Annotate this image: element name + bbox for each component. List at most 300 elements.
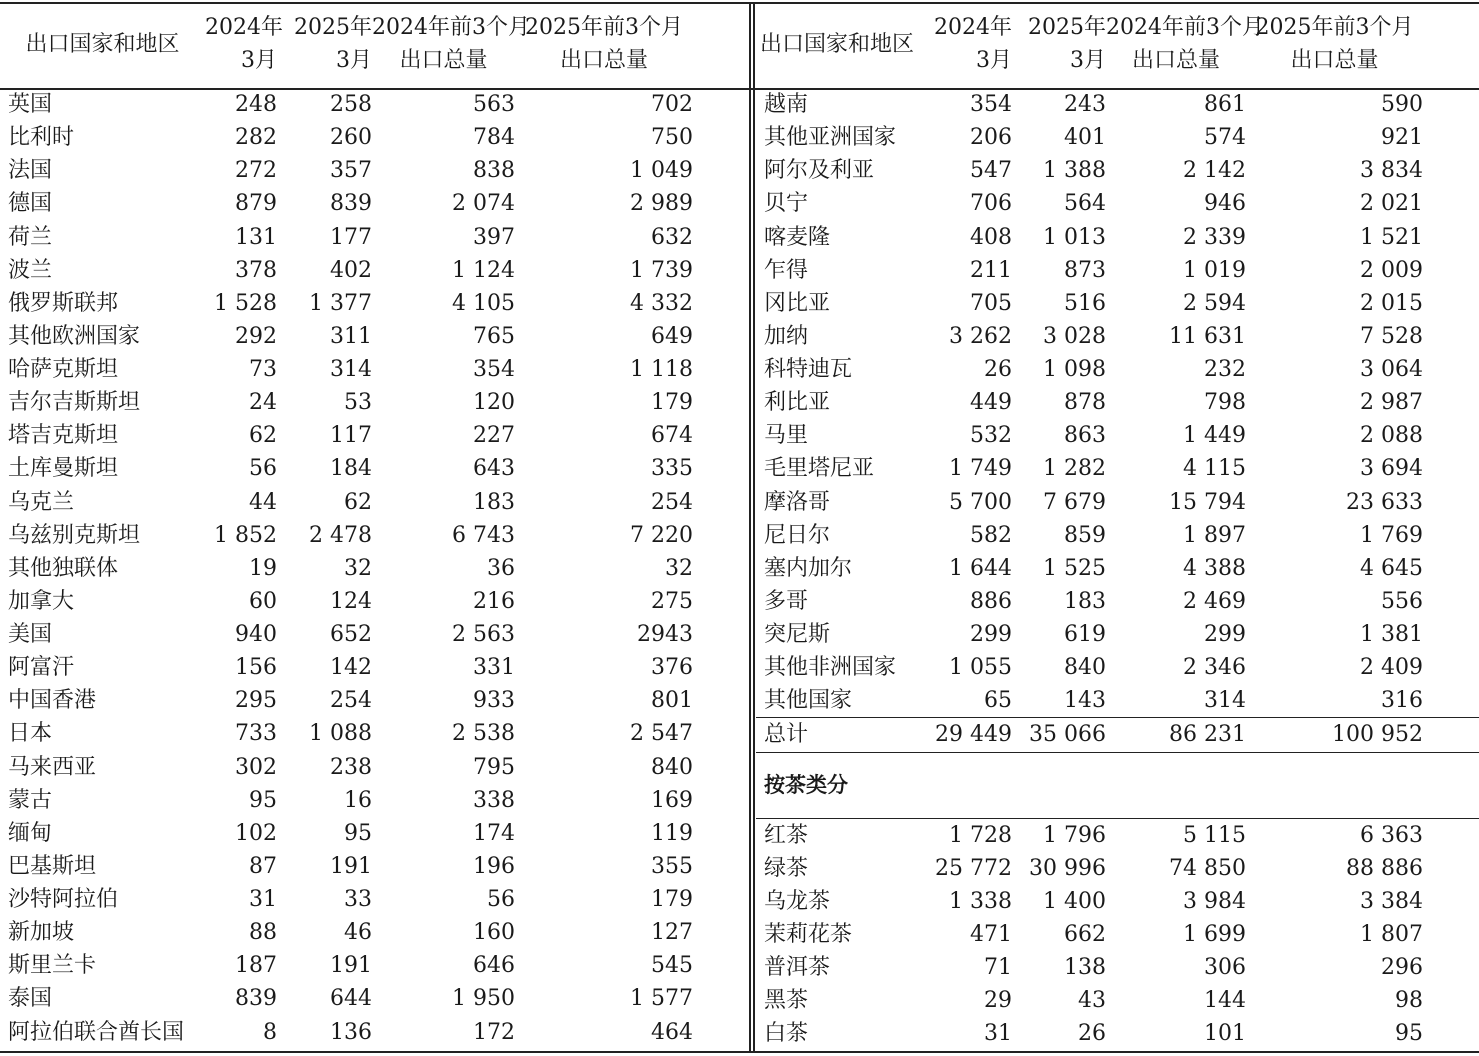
q2024-cell: 299 [1204, 622, 1246, 648]
q2025-cell: 921 [1381, 125, 1423, 151]
row-spacer [693, 552, 750, 585]
table-row [0, 850, 750, 883]
mar2024-cell: 19 [249, 555, 277, 581]
q2025-cell: 702 [651, 92, 693, 118]
q2025-cell: 2 989 [630, 191, 693, 217]
mar2024-cell: 733 [235, 721, 277, 747]
q2025-cell: 2 547 [630, 721, 693, 747]
center-divider-2 [753, 2, 755, 1053]
mar2024-cell: 31 [984, 1021, 1012, 1047]
header-q2025-line2: 出口总量 [559, 48, 648, 73]
mar2025-cell: 1 377 [309, 290, 372, 316]
mar2024-cell: 87 [249, 853, 277, 879]
table-row [0, 353, 750, 386]
mar2024-cell: 302 [235, 754, 277, 780]
mar2024-cell: 73 [249, 357, 277, 383]
region-cell: 利比亚 [764, 390, 831, 416]
q2024-cell: 314 [1204, 688, 1246, 714]
mar2024-cell: 1 338 [949, 888, 1012, 914]
header-mar2024-line1: 2024年 [205, 15, 283, 40]
mar2024-cell: 8 [263, 1019, 277, 1045]
q2025-cell: 3 384 [1360, 888, 1423, 914]
header-mar2024-right-line2: 3月 [976, 48, 1012, 73]
table-row [0, 552, 750, 585]
q2025-cell: 355 [651, 853, 693, 879]
mar2025-cell: 859 [1064, 522, 1106, 548]
row-spacer [1423, 684, 1479, 718]
row-spacer [693, 154, 750, 187]
region-cell: 荷兰 [8, 224, 53, 250]
mar2025-cell: 177 [330, 224, 372, 250]
mar2024-cell: 532 [970, 423, 1012, 449]
header-q2025 [515, 0, 693, 88]
q2025-cell: 545 [651, 953, 693, 979]
q2025-cell: 95 [1395, 1021, 1423, 1047]
q2024-cell: 3 984 [1183, 888, 1246, 914]
row-spacer [693, 949, 750, 982]
region-cell: 塞内加尔 [764, 555, 853, 581]
q2025-cell: 3 694 [1360, 456, 1423, 482]
row-spacer [693, 817, 750, 850]
q2024-cell: 397 [473, 224, 515, 250]
region-cell: 乌龙茶 [764, 888, 831, 914]
q2025-cell: 3 834 [1360, 158, 1423, 184]
q2025-cell: 335 [651, 456, 693, 482]
table-row [756, 486, 1479, 519]
header-q2025-right-line1: 2025年前3个月 [1255, 15, 1414, 40]
table-row [756, 519, 1479, 552]
row-spacer [693, 386, 750, 419]
q2025-cell: 1 118 [630, 357, 693, 383]
q2025-cell: 1 769 [1360, 522, 1423, 548]
row-spacer [1423, 486, 1479, 519]
header-region-right: 出口国家和地区 [760, 31, 915, 57]
region-cell: 阿富汗 [8, 655, 75, 681]
mar2025-cell: 142 [330, 655, 372, 681]
q2024-cell: 2 142 [1183, 158, 1246, 184]
table-row [756, 154, 1479, 187]
mar2025-cell: 46 [344, 920, 372, 946]
table-row [0, 88, 750, 121]
table-row [756, 684, 1479, 718]
q2025-cell: 275 [651, 588, 693, 614]
q2025-cell: 1 381 [1360, 622, 1423, 648]
mar2024-cell: 29 449 [926, 718, 1012, 752]
mar2024-cell: 282 [235, 125, 277, 151]
q2024-cell: 174 [473, 820, 515, 846]
q2024-cell: 74 850 [1169, 855, 1246, 881]
mar2025-cell: 43 [1078, 988, 1106, 1014]
table-row [756, 320, 1479, 353]
q2025-cell: 127 [651, 920, 693, 946]
region-cell: 毛里塔尼亚 [764, 456, 875, 482]
q2024-cell: 2 538 [452, 721, 515, 747]
total-row [756, 718, 1479, 752]
region-cell: 沙特阿拉伯 [8, 887, 119, 913]
table-row [756, 585, 1479, 618]
table-row [756, 287, 1479, 320]
row-spacer [1423, 353, 1479, 386]
mar2024-cell: 88 [249, 920, 277, 946]
mar2025-cell: 62 [344, 489, 372, 515]
table-row [0, 916, 750, 949]
row-spacer [693, 88, 750, 121]
q2024-cell: 1 950 [452, 986, 515, 1012]
row-spacer [693, 717, 750, 750]
region-cell: 加纳 [764, 323, 809, 349]
q2024-cell: 946 [1204, 191, 1246, 217]
q2024-cell: 5 115 [1183, 822, 1246, 848]
mar2024-cell: 31 [249, 887, 277, 913]
table-row [0, 154, 750, 187]
row-spacer [693, 684, 750, 717]
table-row [0, 287, 750, 320]
tea-row [756, 885, 1479, 918]
region-cell: 马来西亚 [8, 754, 97, 780]
row-spacer [1423, 419, 1479, 452]
header-q2025-line1: 2025年前3个月 [525, 15, 683, 40]
region-cell: 白茶 [764, 1021, 809, 1047]
region-cell: 加拿大 [8, 588, 75, 614]
q2025-cell: 4 645 [1360, 555, 1423, 581]
mar2024-cell: 292 [235, 323, 277, 349]
q2024-cell: 232 [1204, 357, 1246, 383]
mar2025-cell: 1 013 [1043, 224, 1106, 250]
q2024-cell: 56 [487, 887, 515, 913]
header-mar2025-right [1012, 0, 1106, 88]
mar2025-cell: 32 [344, 555, 372, 581]
q2025-cell: 2 088 [1360, 423, 1423, 449]
header-mar2024 [205, 0, 283, 88]
mar2024-cell: 354 [970, 92, 1012, 118]
region-cell: 阿拉伯联合酋长国 [8, 1019, 185, 1045]
q2024-cell: 563 [473, 92, 515, 118]
row-spacer [1423, 552, 1479, 585]
mar2025-cell: 1 098 [1043, 357, 1106, 383]
q2025-cell: 88 886 [1346, 855, 1423, 881]
region-cell: 其他亚洲国家 [764, 125, 897, 151]
q2025-cell: 840 [651, 754, 693, 780]
mar2025-cell: 136 [330, 1019, 372, 1045]
q2024-cell: 784 [473, 125, 515, 151]
table-row [0, 187, 750, 220]
mar2025-cell: 243 [1064, 92, 1106, 118]
q2024-cell: 160 [473, 920, 515, 946]
mar2024-cell: 62 [249, 423, 277, 449]
mar2025-cell: 184 [330, 456, 372, 482]
q2024-cell: 2 469 [1183, 588, 1246, 614]
mar2025-cell: 1 400 [1043, 888, 1106, 914]
table-row [0, 386, 750, 419]
table-row [0, 452, 750, 485]
q2025-cell: 3 064 [1360, 357, 1423, 383]
q2024-cell: 798 [1204, 390, 1246, 416]
region-cell: 阿尔及利亚 [764, 158, 875, 184]
mar2024-cell: 25 772 [935, 855, 1012, 881]
mar2025-cell: 878 [1064, 390, 1106, 416]
table-row [0, 817, 750, 850]
region-cell: 巴基斯坦 [8, 853, 97, 879]
table-row [756, 552, 1479, 585]
region-cell: 多哥 [764, 588, 809, 614]
table-row [0, 254, 750, 287]
row-spacer [693, 221, 750, 254]
mar2024-cell: 886 [970, 588, 1012, 614]
q2024-cell: 331 [473, 655, 515, 681]
mar2025-cell: 873 [1064, 257, 1106, 283]
q2025-cell: 632 [651, 224, 693, 250]
region-cell: 摩洛哥 [764, 489, 831, 515]
mar2024-cell: 187 [235, 953, 277, 979]
q2025-cell: 296 [1381, 955, 1423, 981]
region-cell: 贝宁 [764, 191, 809, 217]
row-spacer [693, 121, 750, 154]
region-cell: 斯里兰卡 [8, 953, 97, 979]
q2025-cell: 7 220 [630, 522, 693, 548]
mar2025-cell: 1 088 [309, 721, 372, 747]
region-cell: 红茶 [764, 822, 809, 848]
region-cell: 马里 [764, 423, 809, 449]
tea-row [756, 852, 1479, 885]
row-spacer [1423, 852, 1479, 885]
mar2025-cell: 124 [330, 588, 372, 614]
mar2024-cell: 71 [984, 955, 1012, 981]
region-cell: 乌克兰 [8, 489, 75, 515]
row-spacer [693, 1016, 750, 1049]
q2024-cell: 227 [473, 423, 515, 449]
mar2025-cell: 183 [1064, 588, 1106, 614]
row-spacer [693, 353, 750, 386]
mar2024-cell: 272 [235, 158, 277, 184]
q2024-cell: 861 [1204, 92, 1246, 118]
row-spacer [693, 784, 750, 817]
table-row [0, 784, 750, 817]
row-spacer [1423, 951, 1479, 984]
region-cell: 尼日尔 [764, 522, 831, 548]
mar2024-cell: 705 [970, 290, 1012, 316]
mar2024-cell: 299 [970, 622, 1012, 648]
mar2024-cell: 1 644 [949, 555, 1012, 581]
q2025-cell: 100 952 [1246, 718, 1423, 752]
region-cell: 茉莉花茶 [764, 921, 853, 947]
q2024-cell: 765 [473, 323, 515, 349]
row-spacer [693, 618, 750, 651]
region-cell: 缅甸 [8, 820, 53, 846]
row-spacer [1423, 918, 1479, 951]
q2024-cell: 15 794 [1169, 489, 1246, 515]
table-row [0, 519, 750, 552]
mar2025-cell: 138 [1064, 955, 1106, 981]
mar2025-cell: 311 [330, 323, 372, 349]
q2024-cell: 643 [473, 456, 515, 482]
region-cell: 其他欧洲国家 [8, 323, 141, 349]
mar2024-cell: 95 [249, 787, 277, 813]
mar2025-cell: 16 [344, 787, 372, 813]
mar2025-cell: 1 525 [1043, 555, 1106, 581]
mar2024-cell: 547 [970, 158, 1012, 184]
row-spacer [1423, 651, 1479, 684]
mar2025-cell: 564 [1064, 191, 1106, 217]
mar2024-cell: 940 [235, 622, 277, 648]
q2024-cell: 1 699 [1183, 921, 1246, 947]
row-spacer [1423, 885, 1479, 918]
row-spacer [1423, 187, 1479, 220]
q2024-cell: 120 [473, 390, 515, 416]
region-cell: 黑茶 [764, 988, 809, 1014]
region-cell: 突尼斯 [764, 622, 831, 648]
header-spacer [693, 0, 750, 88]
region-cell: 普洱茶 [764, 955, 831, 981]
table-row [0, 320, 750, 353]
mar2024-cell: 131 [235, 224, 277, 250]
q2025-cell: 169 [651, 787, 693, 813]
region-cell: 泰国 [8, 986, 53, 1012]
row-spacer [693, 419, 750, 452]
q2025-cell: 254 [651, 489, 693, 515]
table-row [0, 1016, 750, 1049]
mar2025-cell: 516 [1064, 290, 1106, 316]
q2025-cell: 1 807 [1360, 921, 1423, 947]
row-spacer [1423, 221, 1479, 254]
table-row [0, 751, 750, 784]
header-region: 出口国家和地区 [25, 31, 180, 57]
mar2024-cell: 1 749 [949, 456, 1012, 482]
row-spacer [693, 585, 750, 618]
q2024-cell: 172 [473, 1019, 515, 1045]
region-cell: 新加坡 [8, 920, 75, 946]
q2024-cell: 216 [473, 588, 515, 614]
mar2024-cell: 1 055 [949, 655, 1012, 681]
region-cell: 土库曼斯坦 [8, 456, 119, 482]
mar2025-cell: 2 478 [309, 522, 372, 548]
q2024-cell: 144 [1204, 988, 1246, 1014]
row-spacer [1423, 818, 1479, 852]
mar2024-cell: 1 728 [949, 822, 1012, 848]
table-row [0, 651, 750, 684]
mar2024-cell: 378 [235, 257, 277, 283]
mar2025-cell: 619 [1064, 622, 1106, 648]
q2024-cell: 2 563 [452, 622, 515, 648]
mar2025-cell: 33 [344, 887, 372, 913]
table-row [756, 419, 1479, 452]
region-cell: 俄罗斯联邦 [8, 290, 119, 316]
table-row [756, 386, 1479, 419]
q2024-cell: 1 019 [1183, 257, 1246, 283]
table-row [0, 585, 750, 618]
q2025-cell: 2 409 [1360, 655, 1423, 681]
mar2025-cell: 35 066 [1012, 718, 1106, 752]
mar2025-cell: 260 [330, 125, 372, 151]
region-cell: 乌兹别克斯坦 [8, 522, 141, 548]
header-mar2024-right [926, 0, 1012, 88]
mar2025-cell: 254 [330, 688, 372, 714]
mar2025-cell: 3 028 [1043, 323, 1106, 349]
header-q2024 [372, 0, 530, 88]
mar2025-cell: 357 [330, 158, 372, 184]
table-row [756, 88, 1479, 121]
mar2024-cell: 156 [235, 655, 277, 681]
q2025-cell: 2 987 [1360, 390, 1423, 416]
region-cell: 蒙古 [8, 787, 53, 813]
q2025-cell: 1 577 [630, 986, 693, 1012]
mar2024-cell: 1 852 [214, 522, 277, 548]
row-spacer [693, 850, 750, 883]
row-spacer [1423, 121, 1479, 154]
row-spacer [693, 751, 750, 784]
table-row [0, 221, 750, 254]
q2024-cell: 101 [1204, 1021, 1246, 1047]
region-cell: 英国 [8, 92, 53, 118]
q2024-cell: 306 [1204, 955, 1246, 981]
header-q2024-right-line1: 2024年前3个月 [1106, 15, 1264, 40]
row-spacer [693, 916, 750, 949]
header-q2025-right-line2: 出口总量 [1290, 48, 1379, 73]
tea-row [756, 1017, 1479, 1050]
region-cell: 中国香港 [8, 688, 97, 714]
q2024-cell: 795 [473, 754, 515, 780]
table-row [756, 221, 1479, 254]
table-row [0, 618, 750, 651]
mar2024-cell: 839 [235, 986, 277, 1012]
row-spacer [693, 982, 750, 1015]
tea-row [756, 918, 1479, 951]
row-spacer [1423, 386, 1479, 419]
table-row [0, 883, 750, 916]
mar2024-cell: 5 700 [949, 489, 1012, 515]
q2024-cell: 933 [473, 688, 515, 714]
table-row [756, 121, 1479, 154]
q2025-cell: 6 363 [1360, 822, 1423, 848]
row-spacer [1423, 254, 1479, 287]
table-row [0, 717, 750, 750]
mar2024-cell: 449 [970, 390, 1012, 416]
region-cell: 冈比亚 [764, 290, 831, 316]
mar2024-cell: 582 [970, 522, 1012, 548]
q2024-cell: 2 346 [1183, 655, 1246, 681]
table-row [756, 254, 1479, 287]
row-spacer [693, 883, 750, 916]
q2024-cell: 4 105 [452, 290, 515, 316]
mar2025-cell: 258 [330, 92, 372, 118]
mar2024-cell: 24 [249, 390, 277, 416]
q2025-cell: 1 739 [630, 257, 693, 283]
q2025-cell: 750 [651, 125, 693, 151]
mar2025-cell: 30 996 [1029, 855, 1106, 881]
q2025-cell: 316 [1381, 688, 1423, 714]
region-cell: 总计 [756, 718, 926, 752]
table-row [0, 684, 750, 717]
header-mar2025 [277, 0, 372, 88]
q2025-cell: 674 [651, 423, 693, 449]
row-spacer [693, 486, 750, 519]
row-spacer [693, 320, 750, 353]
header-q2024-line1: 2024年前3个月 [372, 15, 530, 40]
row-spacer [693, 287, 750, 320]
q2025-cell: 464 [651, 1019, 693, 1045]
mar2024-cell: 248 [235, 92, 277, 118]
q2024-cell: 86 231 [1106, 718, 1246, 752]
mar2024-cell: 471 [970, 921, 1012, 947]
header-mar2025-line1: 2025年 [294, 15, 372, 40]
q2025-cell: 801 [651, 688, 693, 714]
mar2024-cell: 3 262 [949, 323, 1012, 349]
q2025-cell: 119 [651, 820, 693, 846]
q2025-cell: 179 [651, 390, 693, 416]
region-cell: 比利时 [8, 125, 75, 151]
row-spacer [1423, 519, 1479, 552]
mar2025-cell: 26 [1078, 1021, 1106, 1047]
q2024-cell: 354 [473, 357, 515, 383]
